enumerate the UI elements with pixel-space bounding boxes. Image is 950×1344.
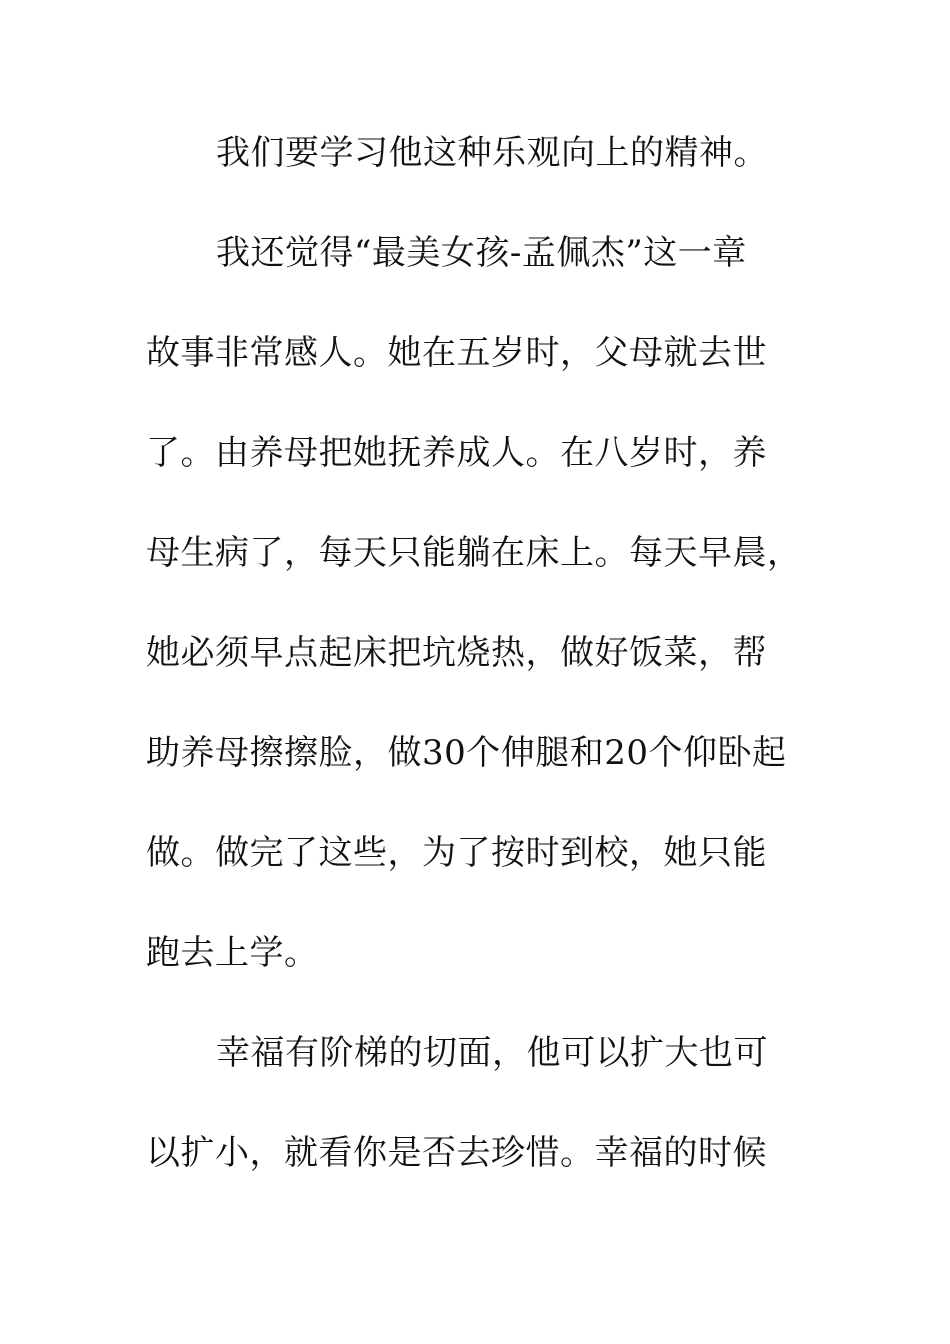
paragraph-line: 做。做完了这些，为了按时到校，她只能	[146, 833, 767, 873]
paragraph-line: 她必须早点起床把坑烧热，做好饭菜，帮	[146, 633, 767, 673]
paragraph-line: 我们要学习他这种乐观向上的精神。	[216, 133, 768, 173]
paragraph-line: 以扩小，就看你是否去珍惜。幸福的时候	[146, 1133, 767, 1173]
paragraph-line: 跑去上学。	[146, 933, 319, 973]
paragraph-line: 母生病了，每天只能躺在床上。每天早晨，	[146, 533, 802, 573]
paragraph-line: 助养母擦擦脸，做30个伸腿和20个仰卧起	[146, 733, 787, 773]
paragraph-line: 了。由养母把她抚养成人。在八岁时，养	[146, 433, 767, 473]
paragraph-line: 我还觉得“最美女孩-孟佩杰”这一章	[216, 233, 747, 273]
paragraph-line: 幸福有阶梯的切面，他可以扩大也可	[216, 1033, 768, 1073]
paragraph-line: 故事非常感人。她在五岁时，父母就去世	[146, 333, 767, 373]
